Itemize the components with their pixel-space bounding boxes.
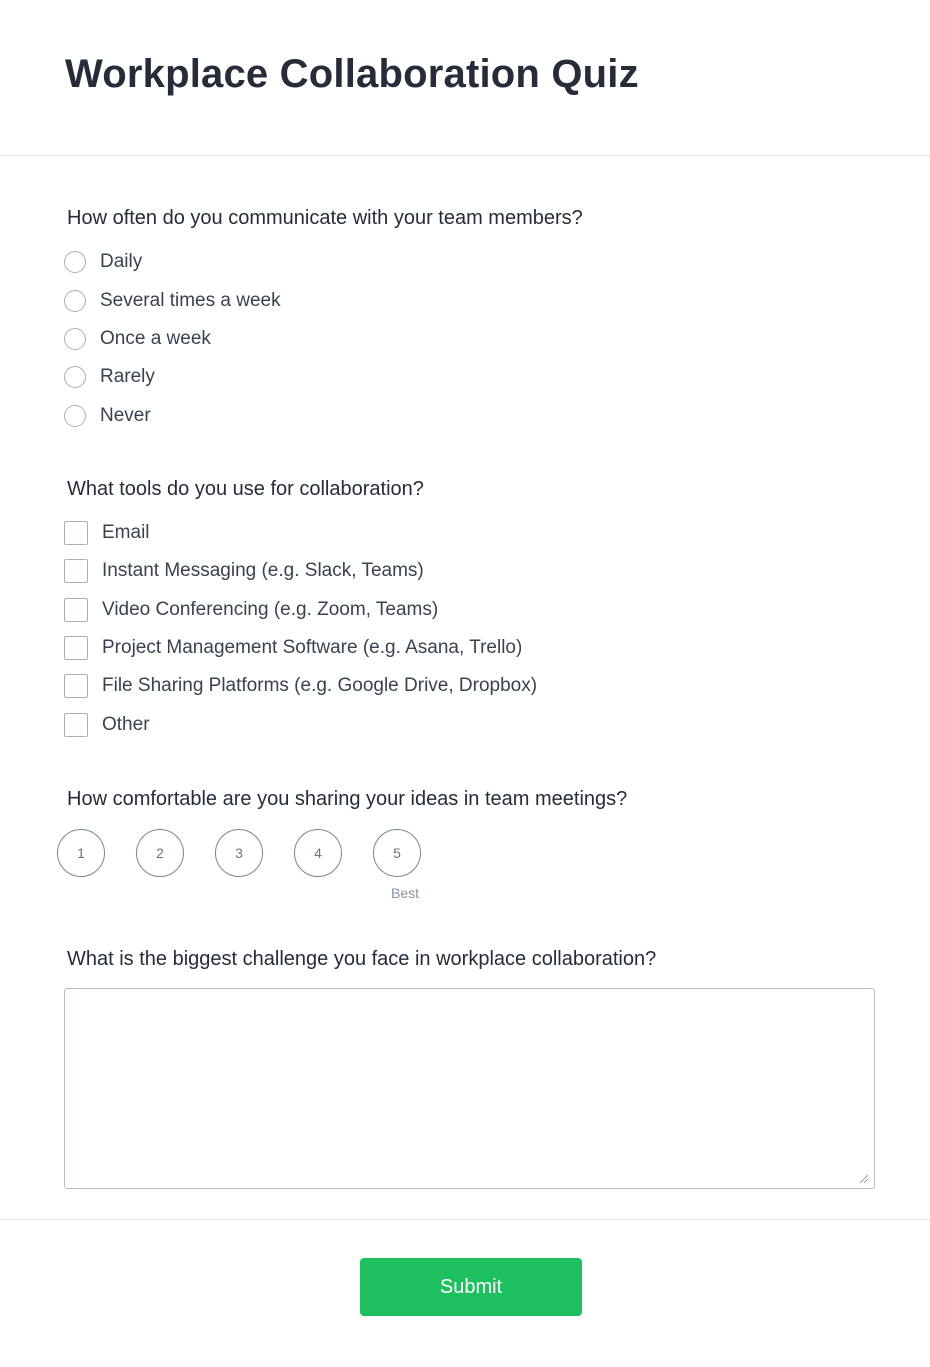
- option-label: Video Conferencing (e.g. Zoom, Teams): [102, 599, 439, 620]
- rating-button-4[interactable]: 4: [294, 829, 342, 877]
- option-label: Several times a week: [100, 290, 281, 311]
- q2-option-project-management[interactable]: [64, 635, 522, 661]
- radio-button[interactable]: [64, 328, 86, 350]
- checkbox[interactable]: [64, 559, 88, 583]
- q1-option-daily[interactable]: [64, 249, 142, 275]
- rating-button-3[interactable]: 3: [215, 829, 263, 877]
- checkbox[interactable]: [64, 674, 88, 698]
- challenge-answer-textarea[interactable]: [64, 988, 875, 1189]
- option-label: Instant Messaging (e.g. Slack, Teams): [102, 560, 424, 581]
- checkbox[interactable]: [64, 636, 88, 660]
- q1-option-never[interactable]: [64, 403, 151, 429]
- resize-grip-icon[interactable]: [857, 1172, 869, 1184]
- option-label: Daily: [100, 251, 143, 272]
- checkbox[interactable]: [64, 598, 88, 622]
- radio-button[interactable]: [64, 290, 86, 312]
- footer-divider: [0, 1219, 930, 1220]
- rating-max-caption: Best: [391, 885, 420, 901]
- q1-option-several-times-a-week[interactable]: [64, 288, 281, 314]
- checkbox[interactable]: [64, 713, 88, 737]
- question-3-label: How comfortable are you sharing your ideas in team meetings?: [67, 788, 628, 810]
- q1-option-once-a-week[interactable]: [64, 326, 211, 352]
- quiz-header: [0, 0, 930, 156]
- q2-option-other[interactable]: [64, 712, 150, 738]
- option-label: Project Management Software (e.g. Asana, Trello): [102, 637, 523, 658]
- q2-option-file-sharing[interactable]: [64, 673, 537, 699]
- option-label: Once a week: [100, 328, 211, 349]
- radio-button[interactable]: [64, 366, 86, 388]
- question-1-label: How often do you communicate with your team members?: [67, 207, 583, 229]
- page-title: Workplace Collaboration Quiz: [65, 52, 639, 96]
- option-label: Rarely: [100, 366, 155, 387]
- rating-button-5[interactable]: 5: [373, 829, 421, 877]
- checkbox[interactable]: [64, 521, 88, 545]
- rating-button-1[interactable]: 1: [57, 829, 105, 877]
- radio-button[interactable]: [64, 405, 86, 427]
- question-4-label: What is the biggest challenge you face in workplace collaboration?: [67, 948, 657, 970]
- option-label: File Sharing Platforms (e.g. Google Drive, Dropbox): [102, 675, 538, 696]
- radio-button[interactable]: [64, 251, 86, 273]
- q2-option-video-conferencing[interactable]: [64, 597, 438, 623]
- option-label: Email: [102, 522, 150, 543]
- rating-button-2[interactable]: 2: [136, 829, 184, 877]
- option-label: Other: [102, 714, 150, 735]
- q2-option-email[interactable]: [64, 520, 150, 546]
- option-label: Never: [100, 405, 151, 426]
- submit-button[interactable]: Submit: [360, 1258, 582, 1316]
- question-2-label: What tools do you use for collaboration?: [67, 478, 424, 500]
- q1-option-rarely[interactable]: [64, 364, 155, 390]
- q2-option-instant-messaging[interactable]: [64, 558, 424, 584]
